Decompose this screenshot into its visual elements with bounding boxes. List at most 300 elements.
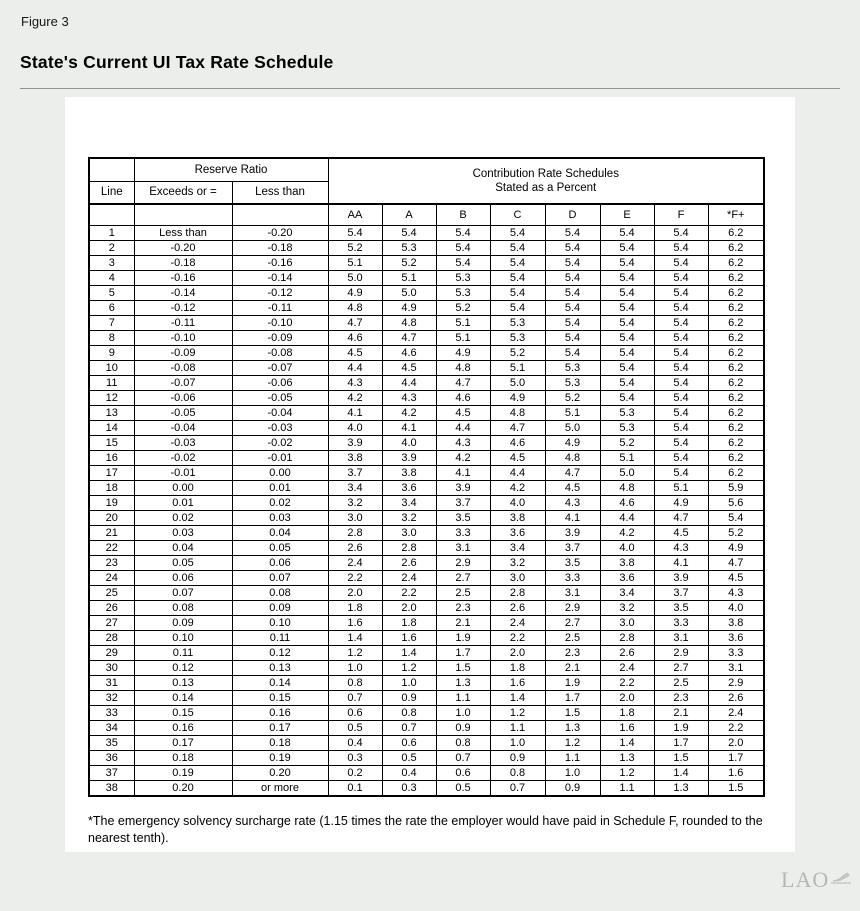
exceeds-value: -0.11 <box>134 315 232 330</box>
table-row <box>89 675 764 690</box>
line-number: 13 <box>89 405 134 420</box>
rate-value: 3.4 <box>382 495 436 510</box>
rate-value: 2.6 <box>490 600 545 615</box>
less-than-value: -0.14 <box>232 270 328 285</box>
rate-value: 5.3 <box>545 360 600 375</box>
lao-logo <box>781 864 852 893</box>
rate-value: 3.9 <box>382 450 436 465</box>
rate-value: 3.1 <box>708 660 764 675</box>
line-number: 2 <box>89 240 134 255</box>
rate-value: 4.9 <box>708 540 764 555</box>
less-than-value: -0.12 <box>232 285 328 300</box>
table-row <box>89 705 764 720</box>
rate-value: 2.7 <box>654 660 708 675</box>
less-than-value: 0.07 <box>232 570 328 585</box>
rate-value: 6.2 <box>708 345 764 360</box>
exceeds-value: 0.03 <box>134 525 232 540</box>
rate-value: 5.3 <box>436 285 490 300</box>
exceeds-value: 0.02 <box>134 510 232 525</box>
rate-value: 4.4 <box>600 510 654 525</box>
exceeds-value: 0.09 <box>134 615 232 630</box>
table-row <box>89 720 764 735</box>
rate-value: 2.6 <box>328 540 382 555</box>
exceeds-value: -0.12 <box>134 300 232 315</box>
line-number: 1 <box>89 225 134 240</box>
rate-value: 2.9 <box>436 555 490 570</box>
rate-value: 1.4 <box>382 645 436 660</box>
exceeds-value: -0.16 <box>134 270 232 285</box>
rate-value: 5.4 <box>436 225 490 240</box>
exceeds-value: 0.13 <box>134 675 232 690</box>
rate-value: 4.9 <box>545 435 600 450</box>
rate-value: 3.8 <box>382 465 436 480</box>
line-number: 9 <box>89 345 134 360</box>
less-than-value: 0.13 <box>232 660 328 675</box>
rate-value: 3.0 <box>382 525 436 540</box>
table-row <box>89 585 764 600</box>
table-row <box>89 660 764 675</box>
less-than-value: 0.16 <box>232 705 328 720</box>
exceeds-value: -0.04 <box>134 420 232 435</box>
rate-value: 0.3 <box>328 750 382 765</box>
rate-value: 4.3 <box>436 435 490 450</box>
line-number: 15 <box>89 435 134 450</box>
rate-value: 4.7 <box>490 420 545 435</box>
table-row <box>89 525 764 540</box>
rate-value: 5.4 <box>545 225 600 240</box>
table-row <box>89 630 764 645</box>
rate-value: 5.4 <box>490 300 545 315</box>
rate-value: 5.4 <box>654 435 708 450</box>
rate-value: 5.4 <box>708 510 764 525</box>
rate-value: 1.6 <box>382 630 436 645</box>
rate-value: 5.4 <box>545 255 600 270</box>
rate-value: 1.0 <box>436 705 490 720</box>
line-number: 18 <box>89 480 134 495</box>
line-number: 16 <box>89 450 134 465</box>
rate-value: 1.7 <box>708 750 764 765</box>
rate-value: 4.0 <box>600 540 654 555</box>
rate-value: 1.6 <box>600 720 654 735</box>
rate-value: 1.4 <box>600 735 654 750</box>
less-than-value: -0.01 <box>232 450 328 465</box>
rate-value: 2.0 <box>328 585 382 600</box>
rate-value: 0.7 <box>436 750 490 765</box>
rate-value: 1.9 <box>654 720 708 735</box>
rate-value: 0.3 <box>382 780 436 796</box>
table-row <box>89 225 764 240</box>
rate-value: 2.8 <box>382 540 436 555</box>
rate-value: 4.1 <box>382 420 436 435</box>
rate-value: 3.8 <box>328 450 382 465</box>
rate-value: 0.8 <box>328 675 382 690</box>
rate-value: 4.7 <box>328 315 382 330</box>
table-row <box>89 435 764 450</box>
rate-value: 2.3 <box>654 690 708 705</box>
line-number: 3 <box>89 255 134 270</box>
rate-value: 1.0 <box>382 675 436 690</box>
blank-cell <box>134 204 232 225</box>
title-divider <box>20 88 840 89</box>
rate-value: 4.2 <box>382 405 436 420</box>
rate-value: 5.4 <box>600 300 654 315</box>
line-number: 10 <box>89 360 134 375</box>
rate-value: 2.1 <box>436 615 490 630</box>
less-than-value: -0.04 <box>232 405 328 420</box>
exceeds-value: 0.08 <box>134 600 232 615</box>
rate-value: 5.4 <box>600 270 654 285</box>
table-row <box>89 315 764 330</box>
rate-value: 5.4 <box>654 240 708 255</box>
rate-value: 3.6 <box>600 570 654 585</box>
line-number: 31 <box>89 675 134 690</box>
table-row <box>89 330 764 345</box>
rate-value: 3.7 <box>545 540 600 555</box>
rate-value: 5.4 <box>654 315 708 330</box>
rate-value: 6.2 <box>708 240 764 255</box>
rate-value: 1.5 <box>654 750 708 765</box>
less-than-value: -0.08 <box>232 345 328 360</box>
table-row <box>89 555 764 570</box>
rate-value: 3.9 <box>328 435 382 450</box>
schedule-code-a: A <box>382 204 436 225</box>
rate-value: 5.2 <box>600 435 654 450</box>
table-row <box>89 645 764 660</box>
less-than-value: -0.05 <box>232 390 328 405</box>
table-row <box>89 420 764 435</box>
rate-value: 2.5 <box>436 585 490 600</box>
rate-value: 4.4 <box>328 360 382 375</box>
rate-value: 1.0 <box>490 735 545 750</box>
rate-value: 1.6 <box>708 765 764 780</box>
table-row <box>89 615 764 630</box>
rate-value: 6.2 <box>708 435 764 450</box>
rate-value: 2.3 <box>436 600 490 615</box>
rate-value: 5.4 <box>545 270 600 285</box>
rate-value: 3.9 <box>436 480 490 495</box>
exceeds-value: -0.18 <box>134 255 232 270</box>
less-than-value: -0.02 <box>232 435 328 450</box>
rate-value: 2.3 <box>545 645 600 660</box>
rate-value: 2.0 <box>490 645 545 660</box>
rate-value: 1.8 <box>328 600 382 615</box>
line-number: 20 <box>89 510 134 525</box>
rate-value: 5.3 <box>490 315 545 330</box>
table-row <box>89 300 764 315</box>
rate-value: 5.1 <box>436 330 490 345</box>
rate-value: 0.8 <box>490 765 545 780</box>
less-than-value: 0.05 <box>232 540 328 555</box>
rate-value: 5.4 <box>600 285 654 300</box>
rate-value: 5.3 <box>600 405 654 420</box>
rate-value: 1.7 <box>545 690 600 705</box>
rate-value: 4.2 <box>490 480 545 495</box>
table-row <box>89 600 764 615</box>
less-than-value: 0.03 <box>232 510 328 525</box>
schedule-code-f: F <box>654 204 708 225</box>
exceeds-value: 0.19 <box>134 765 232 780</box>
exceeds-column-header: Exceeds or = <box>134 181 232 204</box>
rate-value: 3.1 <box>436 540 490 555</box>
rate-value: 5.4 <box>654 405 708 420</box>
line-number: 22 <box>89 540 134 555</box>
rate-value: 4.2 <box>600 525 654 540</box>
rate-value: 5.1 <box>545 405 600 420</box>
rate-value: 1.3 <box>545 720 600 735</box>
rate-value: 5.4 <box>654 360 708 375</box>
line-number: 19 <box>89 495 134 510</box>
line-number: 24 <box>89 570 134 585</box>
less-than-value: 0.02 <box>232 495 328 510</box>
rate-value: 5.4 <box>654 345 708 360</box>
rate-value: 6.2 <box>708 255 764 270</box>
ui-tax-rate-table <box>88 157 765 797</box>
less-than-value: 0.20 <box>232 765 328 780</box>
rate-value: 3.8 <box>708 615 764 630</box>
less-than-value: 0.15 <box>232 690 328 705</box>
less-than-value: -0.16 <box>232 255 328 270</box>
rate-value: 1.8 <box>600 705 654 720</box>
rate-value: 3.6 <box>490 525 545 540</box>
rate-value: 1.0 <box>328 660 382 675</box>
less-than-value: -0.10 <box>232 315 328 330</box>
rate-value: 4.2 <box>328 390 382 405</box>
rate-value: 1.1 <box>600 780 654 796</box>
rate-value: 3.5 <box>545 555 600 570</box>
rate-value: 1.6 <box>490 675 545 690</box>
line-number: 5 <box>89 285 134 300</box>
less-than-value: 0.12 <box>232 645 328 660</box>
rate-value: 0.6 <box>328 705 382 720</box>
exceeds-value: -0.02 <box>134 450 232 465</box>
rate-value: 5.2 <box>328 240 382 255</box>
exceeds-value: 0.15 <box>134 705 232 720</box>
rate-value: 4.7 <box>436 375 490 390</box>
rate-value: 1.8 <box>490 660 545 675</box>
rate-value: 5.4 <box>654 255 708 270</box>
line-number: 14 <box>89 420 134 435</box>
line-number: 21 <box>89 525 134 540</box>
schedule-code-b: B <box>436 204 490 225</box>
rate-value: 4.5 <box>436 405 490 420</box>
lao-logo-text: LAO <box>781 867 830 892</box>
line-number: 26 <box>89 600 134 615</box>
rate-value: 6.2 <box>708 360 764 375</box>
rate-value: 1.1 <box>436 690 490 705</box>
exceeds-value: 0.07 <box>134 585 232 600</box>
line-number: 23 <box>89 555 134 570</box>
rate-value: 5.4 <box>654 465 708 480</box>
rate-value: 2.9 <box>708 675 764 690</box>
rate-value: 4.1 <box>545 510 600 525</box>
line-number: 6 <box>89 300 134 315</box>
line-number: 32 <box>89 690 134 705</box>
less-than-value: 0.06 <box>232 555 328 570</box>
rate-value: 5.3 <box>436 270 490 285</box>
rate-value: 5.4 <box>490 255 545 270</box>
table-row <box>89 480 764 495</box>
rate-value: 4.5 <box>490 450 545 465</box>
rate-value: 1.3 <box>654 780 708 796</box>
rate-value: 1.9 <box>545 675 600 690</box>
rate-value: 6.2 <box>708 450 764 465</box>
rate-value: 5.6 <box>708 495 764 510</box>
rate-value: 3.5 <box>654 600 708 615</box>
rate-value: 4.8 <box>600 480 654 495</box>
rate-value: 4.5 <box>708 570 764 585</box>
rate-value: 2.4 <box>328 555 382 570</box>
rate-value: 4.4 <box>436 420 490 435</box>
rate-value: 1.1 <box>490 720 545 735</box>
table-row <box>89 495 764 510</box>
rate-value: 4.5 <box>328 345 382 360</box>
exceeds-value: 0.14 <box>134 690 232 705</box>
less-than-value: 0.01 <box>232 480 328 495</box>
rate-value: 5.4 <box>545 240 600 255</box>
rate-value: 0.7 <box>490 780 545 796</box>
rate-value: 5.4 <box>654 225 708 240</box>
exceeds-value: Less than <box>134 225 232 240</box>
less-than-value: -0.06 <box>232 375 328 390</box>
rate-value: 4.3 <box>545 495 600 510</box>
less-than-value: -0.03 <box>232 420 328 435</box>
rate-value: 3.0 <box>328 510 382 525</box>
exceeds-value: 0.20 <box>134 780 232 796</box>
rate-value: 5.4 <box>382 225 436 240</box>
rate-value: 3.4 <box>600 585 654 600</box>
rate-value: 2.1 <box>654 705 708 720</box>
rate-value: 3.0 <box>490 570 545 585</box>
rate-value: 6.2 <box>708 225 764 240</box>
table-row <box>89 270 764 285</box>
rate-value: 5.4 <box>600 240 654 255</box>
rate-value: 5.4 <box>600 345 654 360</box>
blank-cell <box>89 158 134 181</box>
rate-value: 2.4 <box>490 615 545 630</box>
rate-value: 6.2 <box>708 405 764 420</box>
rate-value: 2.5 <box>545 630 600 645</box>
rate-value: 4.0 <box>490 495 545 510</box>
rate-value: 5.4 <box>654 270 708 285</box>
rate-value: 5.4 <box>490 225 545 240</box>
contribution-header-line2: Stated as a Percent <box>495 182 597 194</box>
less-than-value: 0.08 <box>232 585 328 600</box>
rate-value: 5.4 <box>490 270 545 285</box>
less-than-value: 0.10 <box>232 615 328 630</box>
rate-value: 2.4 <box>382 570 436 585</box>
table-row <box>89 540 764 555</box>
rate-value: 5.4 <box>600 315 654 330</box>
rate-value: 4.8 <box>436 360 490 375</box>
rate-value: 5.2 <box>490 345 545 360</box>
less-than-value: -0.20 <box>232 225 328 240</box>
table-row <box>89 390 764 405</box>
less-than-value: 0.11 <box>232 630 328 645</box>
rate-value: 3.3 <box>436 525 490 540</box>
rate-value: 1.4 <box>328 630 382 645</box>
rate-value: 4.6 <box>436 390 490 405</box>
rate-value: 5.2 <box>545 390 600 405</box>
rate-value: 4.4 <box>382 375 436 390</box>
schedule-code-f+: *F+ <box>708 204 764 225</box>
rate-value: 4.9 <box>328 285 382 300</box>
rate-value: 5.1 <box>490 360 545 375</box>
rate-value: 5.4 <box>600 360 654 375</box>
rate-value: 3.5 <box>436 510 490 525</box>
schedule-code-d: D <box>545 204 600 225</box>
table-row <box>89 375 764 390</box>
rate-value: 5.0 <box>545 420 600 435</box>
rate-value: 1.0 <box>545 765 600 780</box>
blank-cell <box>89 204 134 225</box>
rate-value: 4.3 <box>708 585 764 600</box>
rate-value: 4.6 <box>490 435 545 450</box>
rate-value: 4.8 <box>382 315 436 330</box>
rate-value: 5.0 <box>490 375 545 390</box>
header-row-groups <box>89 158 764 181</box>
rate-value: 1.9 <box>436 630 490 645</box>
rate-value: 0.1 <box>328 780 382 796</box>
less-than-value: 0.09 <box>232 600 328 615</box>
rate-value: 6.2 <box>708 465 764 480</box>
rate-value: 5.4 <box>654 450 708 465</box>
exceeds-value: 0.05 <box>134 555 232 570</box>
rate-value: 4.8 <box>545 450 600 465</box>
rate-value: 3.9 <box>654 570 708 585</box>
exceeds-value: 0.06 <box>134 570 232 585</box>
rate-value: 3.6 <box>708 630 764 645</box>
rate-value: 5.9 <box>708 480 764 495</box>
schedule-code-aa: AA <box>328 204 382 225</box>
less-than-value: 0.00 <box>232 465 328 480</box>
rate-value: 3.4 <box>490 540 545 555</box>
rate-value: 3.0 <box>600 615 654 630</box>
exceeds-value: 0.18 <box>134 750 232 765</box>
exceeds-value: -0.14 <box>134 285 232 300</box>
rate-value: 2.2 <box>600 675 654 690</box>
rate-value: 4.6 <box>600 495 654 510</box>
rate-value: 3.2 <box>600 600 654 615</box>
line-number: 17 <box>89 465 134 480</box>
rate-value: 2.0 <box>600 690 654 705</box>
exceeds-value: -0.07 <box>134 375 232 390</box>
rate-value: 5.4 <box>545 300 600 315</box>
rate-value: 6.2 <box>708 390 764 405</box>
rate-value: 2.5 <box>654 675 708 690</box>
rate-value: 4.5 <box>545 480 600 495</box>
rate-value: 3.3 <box>545 570 600 585</box>
rate-value: 3.2 <box>490 555 545 570</box>
figure-label: Figure 3 <box>21 14 69 29</box>
rate-value: 5.4 <box>654 285 708 300</box>
exceeds-value: 0.16 <box>134 720 232 735</box>
rate-value: 5.2 <box>382 255 436 270</box>
rate-value: 5.4 <box>654 375 708 390</box>
rate-value: 4.3 <box>382 390 436 405</box>
rate-value: 1.6 <box>328 615 382 630</box>
rate-value: 5.3 <box>545 375 600 390</box>
rate-value: 3.7 <box>328 465 382 480</box>
rate-value: 2.2 <box>708 720 764 735</box>
exceeds-value: -0.20 <box>134 240 232 255</box>
line-number: 7 <box>89 315 134 330</box>
rate-value: 5.4 <box>654 330 708 345</box>
rate-value: 0.5 <box>436 780 490 796</box>
rate-value: 1.4 <box>654 765 708 780</box>
rate-value: 2.9 <box>545 600 600 615</box>
rate-value: 5.4 <box>436 240 490 255</box>
rate-value: 1.7 <box>436 645 490 660</box>
